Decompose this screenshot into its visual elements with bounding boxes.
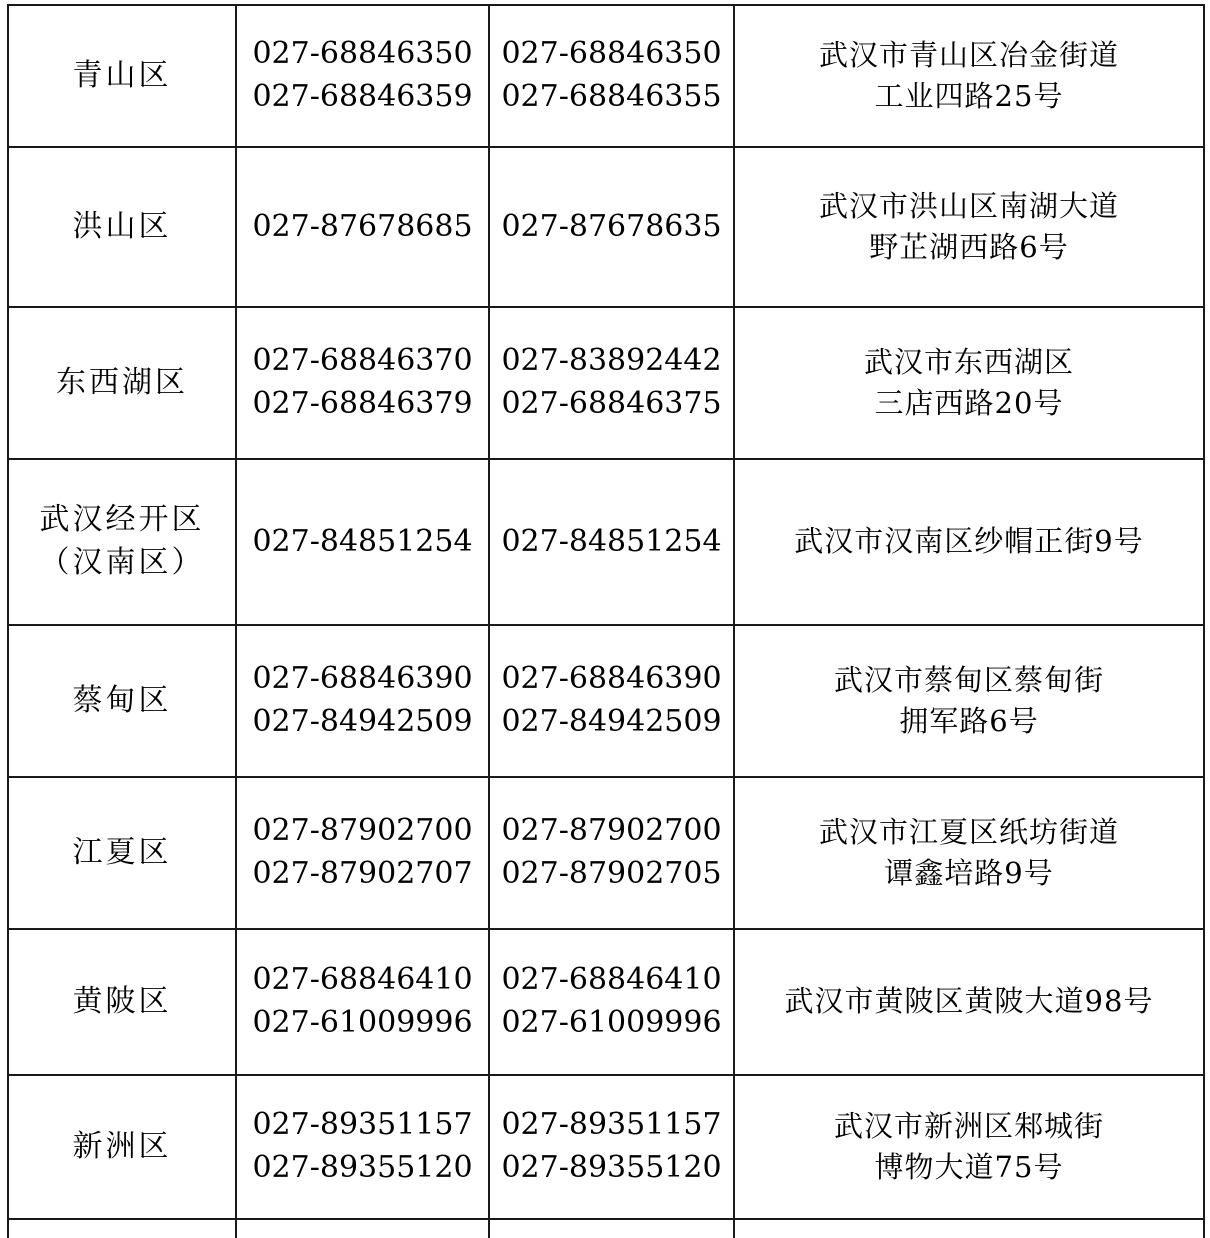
phone-line: 027-83892442 <box>501 343 722 379</box>
phone-line: 027-68846359 <box>252 79 473 114</box>
address-line: 三店西路20号 <box>874 386 1064 420</box>
phone2-cell <box>489 625 734 777</box>
address-cell <box>734 147 1204 307</box>
address-line: 谭鑫培路9号 <box>884 856 1054 890</box>
phone2-cell <box>489 147 734 307</box>
phone-line: 027-68846350 <box>252 36 473 72</box>
address-line: 武汉市黄陂区黄陂大道98号 <box>784 984 1154 1019</box>
district-cell-partial <box>8 1219 236 1238</box>
phone-line: 027-61009996 <box>501 1005 722 1040</box>
phone-line: 027-68846390 <box>252 661 473 697</box>
table-body <box>8 5 1204 1238</box>
phone1-cell <box>236 1075 489 1219</box>
address-line: 工业四路25号 <box>874 79 1064 113</box>
phone-line: 027-68846355 <box>501 79 722 114</box>
table-row <box>8 1075 1204 1219</box>
district-line: 黄陂区 <box>72 983 172 1019</box>
district-cell <box>8 929 236 1075</box>
address-line: 武汉市蔡甸区蔡甸街 <box>833 662 1104 697</box>
phone-line: 027-89351157 <box>252 1107 473 1143</box>
phone-line: 027-87678685 <box>252 208 473 244</box>
phone-line: 027-87902700 <box>252 813 473 849</box>
table-row <box>8 5 1204 147</box>
district-line: 洪山区 <box>72 208 172 244</box>
address-cell <box>734 459 1204 625</box>
table-row <box>8 307 1204 459</box>
phone2-cell <box>489 459 734 625</box>
address-line: 武汉市新洲区邾城街 <box>833 1108 1104 1143</box>
district-line: 东西湖区 <box>56 364 188 400</box>
phone-line: 027-68846370 <box>252 343 473 379</box>
address-line: 武汉市东西湖区 <box>863 344 1074 379</box>
phone2-cell <box>489 5 734 147</box>
phone-line: 027-84851254 <box>501 523 722 559</box>
phone-line: 027-68846350 <box>501 36 722 72</box>
address-cell <box>734 5 1204 147</box>
phone-line: 027-68846390 <box>501 661 722 697</box>
district-cell <box>8 777 236 929</box>
address-cell <box>734 777 1204 929</box>
district-cell <box>8 147 236 307</box>
district-cell <box>8 1075 236 1219</box>
document-page <box>0 4 1210 1185</box>
phone1-cell <box>236 147 489 307</box>
address-line: 野芷湖西路6号 <box>869 230 1069 264</box>
phone-line: 027-87902700 <box>501 813 722 849</box>
phone2-cell <box>489 777 734 929</box>
phone2-cell <box>489 1075 734 1219</box>
table-row <box>8 929 1204 1075</box>
table-row <box>8 777 1204 929</box>
phone1-cell <box>236 5 489 147</box>
district-line: 新洲区 <box>72 1128 172 1164</box>
district-line: （汉南区） <box>39 545 205 580</box>
phone1-cell <box>236 929 489 1075</box>
district-line: 武汉经开区 <box>39 502 205 538</box>
table-row <box>8 147 1204 307</box>
phone1-cell <box>236 459 489 625</box>
phone1-cell-partial <box>236 1219 489 1238</box>
district-cell <box>8 307 236 459</box>
address-cell <box>734 625 1204 777</box>
phone-line: 027-87902705 <box>501 856 722 891</box>
phone-line: 027-89355120 <box>252 1150 473 1185</box>
phone-line: 027-87902707 <box>252 856 473 891</box>
phone1-cell <box>236 625 489 777</box>
phone-line: 027-84942509 <box>252 704 473 739</box>
phone2-cell <box>489 929 734 1075</box>
address-cell <box>734 1075 1204 1219</box>
address-cell <box>734 307 1204 459</box>
address-line: 博物大道75号 <box>874 1150 1064 1184</box>
contact-table <box>7 4 1205 1238</box>
phone-line: 027-89355120 <box>501 1150 722 1185</box>
phone-line: 027-89351157 <box>501 1107 722 1143</box>
phone-line: 027-68846379 <box>252 386 473 421</box>
district-cell <box>8 5 236 147</box>
district-cell <box>8 459 236 625</box>
phone1-cell <box>236 777 489 929</box>
table-row <box>8 625 1204 777</box>
phone-line: 027-61009996 <box>252 1005 473 1040</box>
table-row <box>8 459 1204 625</box>
phone-line: 027-84942509 <box>501 704 722 739</box>
phone-line: 027-68846410 <box>252 962 473 998</box>
phone-line: 027-68846410 <box>501 962 722 998</box>
address-line: 武汉市洪山区南湖大道 <box>818 188 1119 223</box>
table-row-partial <box>8 1219 1204 1238</box>
phone-line: 027-87678635 <box>501 208 722 244</box>
phone2-cell-partial <box>489 1219 734 1238</box>
district-line: 江夏区 <box>72 834 172 870</box>
address-cell-partial <box>734 1219 1204 1238</box>
district-cell <box>8 625 236 777</box>
address-line: 武汉市青山区冶金街道 <box>818 37 1119 72</box>
phone-line: 027-68846375 <box>501 386 722 421</box>
address-line: 拥军路6号 <box>899 704 1039 738</box>
district-line: 蔡甸区 <box>72 682 172 718</box>
phone-line: 027-84851254 <box>252 523 473 559</box>
address-line: 武汉市江夏区纸坊街道 <box>818 814 1119 849</box>
phone2-cell <box>489 307 734 459</box>
address-line: 武汉市汉南区纱帽正街9号 <box>794 524 1144 559</box>
phone1-cell <box>236 307 489 459</box>
district-line: 青山区 <box>72 57 172 93</box>
address-cell <box>734 929 1204 1075</box>
